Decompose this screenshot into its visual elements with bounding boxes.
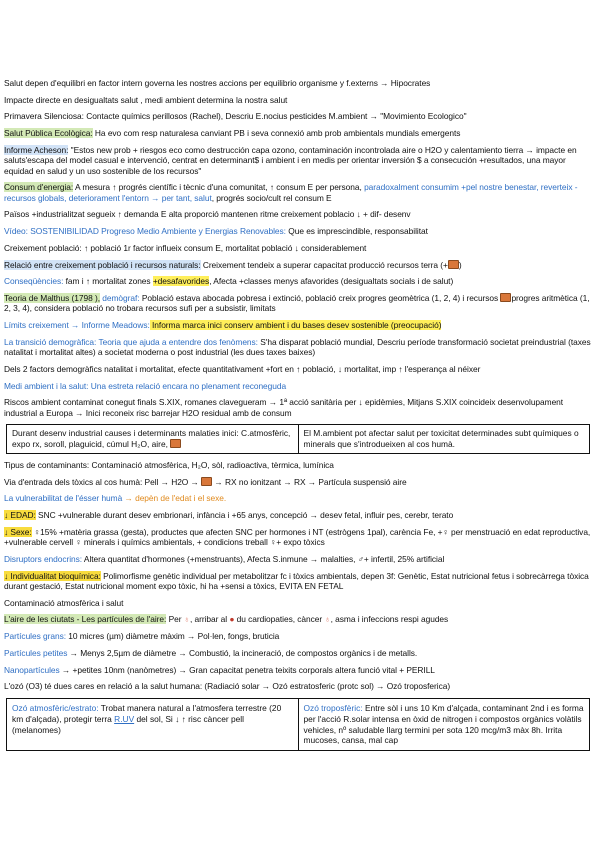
line-salut-publica: Salut Pública Ecològica: Ha evo com resp naturalesa canviant PB i seva connexió amb prob ambientals mundials emergents	[4, 128, 461, 139]
line-particules-grans: Partícules grans: 10 micres (µm) diàmetre màxim → Pol·len, fongs, bruticia	[4, 631, 280, 642]
line-paisos: Països +industrialitzat segueix ↑ demanda E alta proporció mantenen ritme creixement poblacio ↓ + dif- desenv	[4, 209, 411, 220]
line-ozo: L'ozó (O3) té dues cares en relació a la salut humana: (Radiació solar → Ozó estratosferic (protc sol) → Ozó troposferica)	[4, 681, 451, 692]
info-box-causes	[6, 424, 590, 454]
line-nanoparticules: Nanopartícules → +petites 10nm (nanòmetres) → Gran capacitat penetra teixits corporals altera funció vital + PERILL	[4, 664, 435, 675]
term-aire: L'aire de les ciutats - Les partícules de l'aire:	[4, 614, 167, 625]
line-impacte: Impacte directe en desigualtats salut , medi ambient determina la nostra salut	[4, 94, 288, 105]
term-salut-publica: Salut Pública Ecològica:	[4, 128, 93, 139]
blood-drop-icon: ●	[229, 614, 235, 625]
term-relacio: Relació entre creixement població i recursos naturals:	[4, 259, 201, 270]
info-box-ozo	[6, 698, 590, 751]
line-consum-energia: Consum d'energia: A mesura ↑ progrés científic i tècnic d'una comunitat, ↑ consum E per persona, paradoxalment consumim +pel nostre benestar, reverteix -recursos globals, deteriorament l'entorn → per tant, salut, progrés socio/cult rel consum E	[4, 182, 578, 203]
box-causes-left: Durant desenv industrial causes i determinants malaties inici: C.atmosfèric, expo rx, soroll, plaguicid, cúmul H₂O, aire,	[12, 428, 291, 450]
line-via-entrada: Via d'entrada dels tòxics al cos humà: Pell → H2O → → RX no ionitzant → RX → Partícula suspensió aire	[4, 476, 407, 487]
term-edad: ↓ EDAD:	[4, 510, 36, 521]
line-primavera: Primavera Silenciosa: Contacte químics perillosos (Rachel), Descriu E.nocius pesticides M.ambient → "Movimiento Ecologico"	[4, 111, 467, 122]
mineral-icon	[500, 293, 511, 302]
ruv-link[interactable]: R.UV	[114, 713, 135, 724]
box-causes-right: El M.ambient pot afectar salut per toxicitat determinades subt químiques o minerals que s'introdueixen al cos humà.	[298, 425, 590, 453]
line-transicio: La transició demogràfica: Teoria que ajuda a entendre dos fenòmens: S'ha disparat població mundial, Descriu període transformació societat preindustrial (taxes natalitat i mortalitat altes) a societat moderna o post industrial (les dues taxes baixes)	[4, 336, 591, 358]
term-acheson: Informe Acheson:	[4, 144, 69, 155]
line-consequencies: Conseqüències: fam i ↑ mortalitat zones +desafavorides, Afecta +classes menys afavorides (desigualtats socials i de salut)	[4, 276, 454, 287]
term-malthus: Teoria de Malthus (1798 ),	[4, 292, 100, 303]
line-vulnerabilitat: La vulnerabilitat de l'ésser humà → depèn de l'edat i el sexe.	[4, 493, 227, 504]
line-hipocrates: Salut depen d'equilibri en factor intern governa les nostres accions per equilibrio organisme y f.externs → Hipocrates	[4, 78, 431, 88]
line-relacio: Relació entre creixement població i recursos naturals: Creixement tendeix a superar capacitat producció recursos terra (+ )	[4, 259, 462, 270]
box-ozo-right: Ozó troposfèric: Entre sòl i uns 10 Km d'alçada, contaminant 2nd i es forma per l'acció R.solar intensa en òxid de nitrogen i compostos orgànics volàtils vehicles, nº saludable llarg termini per sota 120 mcg/m3 màx 8h. Irrita mucoses, cansa, mal cap	[298, 699, 590, 750]
line-individualitat: ↓ Individualitat bioquímica: Polimorfisme genètic individual per metabolitzar fc i tòxics ambientals, depen 3f: Genètic, Estat nutricional fetus i sobrecàrrega tòxica durant gestació, Estat nutricional moment expo tòxic, hi ha +sensi a tòxics, EVITA EN FETAL	[4, 570, 589, 592]
mineral-icon	[448, 260, 459, 269]
line-acheson: Informe Acheson: "Estos new prob + riesgos eco como destrucción capa ozono, contaminación incontrolada aire o H2O y calentamiento tierra → impacte en saluts'escapa del model casual e intervenció, centrat en determinant$ i ambient i en medis per orientar inversión $ a consecución +resultados, una mayor equidad en salud y un uso sostenible de los recursos"	[4, 144, 577, 176]
box-ozo-left: Ozó atmosfèric/estrato: Trobat manera natural a l'atmosfera terrestre (20 km d'alçada), protegir terra R.UV del sol, Si ↓ ↑ risc càncer pell (melanomes)	[12, 702, 282, 735]
term-sexe: ↓ Sexe:	[4, 526, 32, 537]
line-creixement: Creixement població: ↑ població 1r factor influeix consum E, mortalitat població ↓ considerablement	[4, 242, 367, 253]
line-contaminacio-heading: Contaminació atmosfèrica i salut	[4, 597, 124, 608]
line-malthus: Teoria de Malthus (1798 ), demògraf: Població estava abocada pobresa i extinció, població creix progres geomètrica (1, 2, 4) i recursos progres aritmètica (1, 2, 3, 4), considera població no trobara recursos sufi per a subsistir, limitats	[4, 292, 590, 314]
line-factors: Dels 2 factors demogràfics natalitat i mortalitat, efecte quantitativament +fort en ↑ població, ↓ mortalitat, imp ↑ l'esperança al néixer	[4, 363, 481, 374]
line-tipus: Tipus de contaminants: Contaminació atmosfèrica, H₂O, sòl, radioactiva, tèrmica, lumínica	[4, 459, 334, 470]
term-consum: Consum d'energia:	[4, 182, 74, 193]
mineral-icon	[170, 439, 181, 448]
line-sexe: ↓ Sexe: ♀15% +matèria grassa (gesta), productes que afecten SNC per hormones i NT (estrògens 1pal), carència Fe, +♀ per menstruació en edat reproductiva, +vulnerable cervell ♀ minerals i químics ambientals, + condicions treball ♀+ expo tòxics	[4, 526, 591, 548]
line-edad: ↓ EDAD: SNC +vulnerable durant desev embrionari, infància i +65 anys, concepció → desev fetal, influir pes, cerebr, terato	[4, 510, 454, 521]
line-medi-ambient-heading: Medi ambient i la salut: Una estreta relació encara no plenament reconeguda	[4, 380, 287, 391]
term-individualitat: ↓ Individualitat bioquímica:	[4, 570, 101, 581]
line-riscos: Riscos ambient contaminat conegut finals S.XIX, romanes clavegueram → 1ª acció sanitària per ↓ epidèmies, Mitjans S.XIX coincideix desenvolupament industrial a Europa → Inici reconeix risc barrejar H2O residual amb de consum	[4, 397, 564, 418]
notes-page	[4, 78, 592, 757]
line-meadows: Límits creixement → Informe Meadows: Informa marca inici conserv ambient i du bases desev sostenible (preocupació)	[4, 320, 442, 331]
lung-icon: ♁	[183, 614, 190, 625]
line-aire-ciutats: L'aire de les ciutats - Les partícules de l'aire: Per ♁, arribar al ● du cardiopaties, càncer ♁, asma i infeccions respi agudes	[4, 614, 449, 625]
lung-icon: ♁	[324, 614, 331, 625]
line-disruptors: Disruptors endocrins: Altera quantitat d'hormones (+menstruants), Afecta S.inmune → malalties, ♂+ infertil, 25% artificial	[4, 553, 445, 564]
line-video: Vídeo: SOSTENIBILIDAD Progreso Medio Ambiente y Energias Renovables: Que es imprescindible, responsabilitat	[4, 226, 428, 237]
line-particules-petites: Partícules petites → Menys 2,5µm de diàmetre → Combustió, la incineració, de compostos orgànics i de metalls.	[4, 647, 418, 658]
mineral-icon	[201, 477, 212, 486]
